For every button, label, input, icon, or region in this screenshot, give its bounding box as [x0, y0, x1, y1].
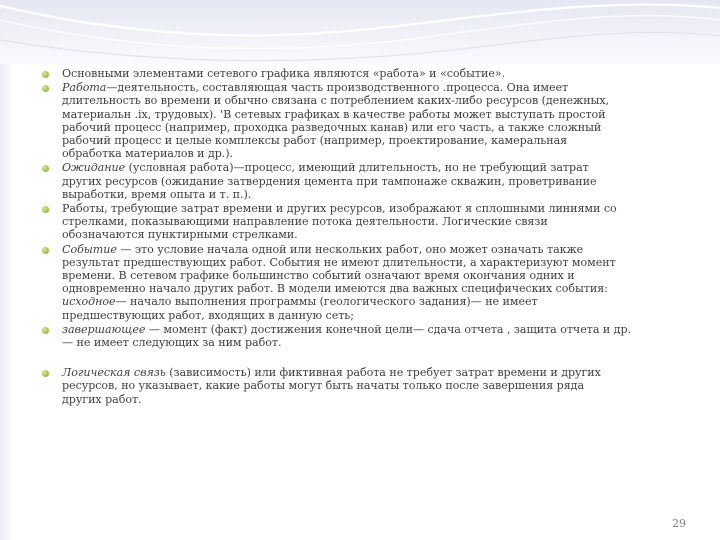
- decorative-wave: [0, 0, 720, 70]
- decorative-left-edge: [0, 64, 14, 540]
- slide-body: [40, 67, 680, 407]
- bullet-line: [62, 309, 680, 322]
- emphasized-term: исходное: [62, 295, 116, 309]
- emphasized-term: Работа: [62, 81, 107, 95]
- line-text: материальн .ix, трудовых). 'В сетевых графиках в качестве работы может выступать простой: [62, 107, 606, 121]
- bullet-line: [62, 81, 680, 94]
- line-text: обработка материалов и др.).: [62, 147, 234, 161]
- line-text: —деятельность, составляющая часть производственного .процесса. Она имеет: [106, 81, 569, 95]
- line-text: других работ.: [62, 392, 142, 406]
- line-text: результат предшествующих работ. События не имеют длительности, а характеризуют момент: [62, 255, 616, 269]
- bullet-line: [62, 215, 680, 228]
- bullet-line: [62, 134, 680, 147]
- bullet-dot-icon: [42, 327, 49, 334]
- line-text: обозначаются пунктирными стрелками.: [62, 228, 298, 242]
- bullet-line: [62, 94, 680, 107]
- line-text: — момент (факт) достижения конечной цели— сдача отчета , защита отчета и др.: [145, 322, 631, 336]
- bullet-item: [40, 243, 680, 322]
- bullet-line: [62, 228, 680, 241]
- bullet-line: [62, 393, 680, 406]
- line-text: Основными элементами сетевого графика являются «работа» и «событие».: [62, 67, 506, 80]
- line-text: (зависимость) или фиктивная работа не требует затрат времени и других: [165, 366, 601, 380]
- line-text: одновременно начало других работ. В модели имеются два важных специфических события:: [62, 282, 608, 296]
- line-text: (условная работа)—процесс, имеющий длительность, но не требующий затрат: [125, 161, 589, 175]
- line-text: других ресурсов (ожидание затвердения цемента при тампонаже скважин, проветривание: [62, 174, 597, 188]
- bullet-dot-icon: [42, 71, 49, 78]
- bullet-line: [62, 243, 680, 256]
- bullet-line: [62, 269, 680, 282]
- bullet-line: [62, 121, 680, 134]
- bullet-line: [62, 366, 680, 379]
- bullet-line: [62, 147, 680, 160]
- line-text: Работы, требующие затрат времени и других ресурсов, изображают я сплошными линиями со: [62, 202, 617, 216]
- bullet-line: [62, 175, 680, 188]
- page-number: 29: [672, 517, 686, 530]
- bullet-line: [62, 188, 680, 201]
- bullet-line: [62, 323, 680, 336]
- bullet-line: [62, 67, 680, 80]
- bullet-line: [62, 282, 680, 295]
- line-text: — не имеет следующих за ним работ.: [62, 336, 282, 350]
- line-text: предшествующих работ, входящих в данную сеть;: [62, 308, 354, 322]
- bullet-dot-icon: [42, 206, 49, 213]
- bullet-line: [62, 336, 680, 349]
- bullet-line: [62, 108, 680, 121]
- bullet-item: [40, 323, 680, 349]
- bullet-line: [62, 256, 680, 269]
- bullet-dot-icon: [42, 370, 49, 377]
- line-text: ресурсов, но указывает, какие работы могут быть начаты только после завершения ряда: [62, 379, 585, 393]
- line-text: — начало выполнения программы (геологического задания)— не имеет: [115, 295, 538, 309]
- line-text: времени. В сетевом графике большинство событий означают время окончания одних и: [62, 269, 575, 283]
- bullet-line: [62, 379, 680, 392]
- bullet-item: [40, 366, 680, 406]
- line-text: длительность во времени и обычно связана с потреблением каких-либо ресурсов (денежных,: [62, 94, 610, 108]
- bullet-item: [40, 81, 680, 160]
- bullet-item: [40, 161, 680, 201]
- line-text: — это условие начала одной или нескольких работ, оно может означать также: [116, 242, 584, 256]
- emphasized-term: Логическая связь: [62, 366, 166, 380]
- bullet-line: [62, 161, 680, 174]
- emphasized-term: завершающее: [62, 322, 146, 336]
- bullet-dot-icon: [42, 85, 49, 92]
- bullet-line: [62, 202, 680, 215]
- emphasized-term: Ожидание: [62, 161, 126, 175]
- bullet-dot-icon: [42, 165, 49, 172]
- line-text: выработки, время опыта и т. п.).: [62, 187, 252, 201]
- bullet-dot-icon: [42, 247, 49, 254]
- line-text: рабочий процесс (например, проходка разведочных канав) или его часть, а также сложный: [62, 120, 602, 134]
- bullet-item: [40, 67, 680, 80]
- line-text: рабочий процесс и целые комплексы работ (например, проектирование, камеральная: [62, 134, 568, 148]
- emphasized-term: Событие: [62, 242, 117, 256]
- bullet-item: [40, 202, 680, 242]
- bullet-line: [62, 295, 680, 308]
- line-text: стрелками, показывающими направление потока деятельности. Логические связи: [62, 215, 548, 229]
